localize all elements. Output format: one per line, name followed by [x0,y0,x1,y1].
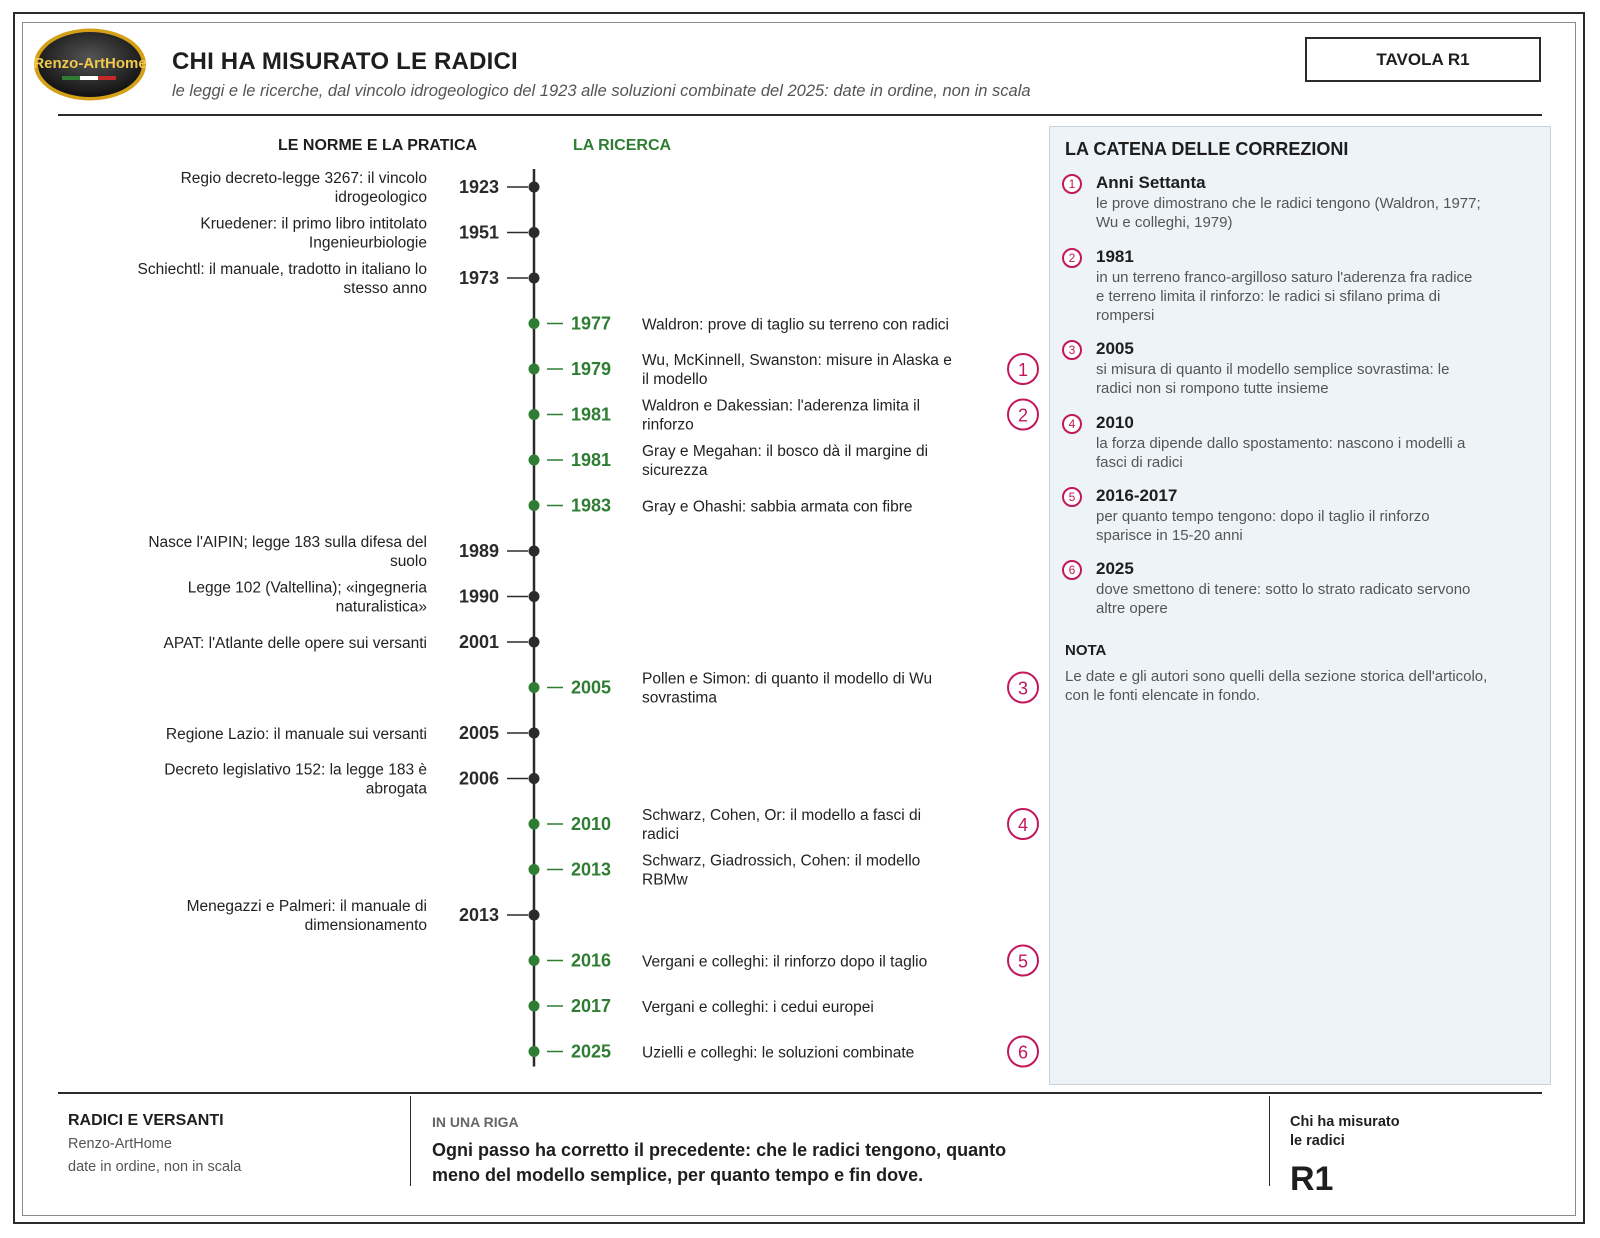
entry-text: Ingenieurbiologie [308,234,427,252]
footer-sheet-title [1290,1113,1430,1151]
nota-title: NOTA [1065,642,1107,659]
correction-text [1096,194,1546,232]
entry-text: il modello [642,371,708,388]
entry-year: 2013 [571,859,612,880]
footer-rule [58,1092,1542,1094]
correction-badge-number: 5 [1017,951,1029,972]
footer-divider [1269,1096,1270,1186]
entry-dot [529,409,540,420]
correction-heading: 2025 [1096,559,1134,578]
timeline-entry [200,216,539,252]
entry-text: idrogeologico [334,189,427,206]
footer-author: Renzo-ArtHome [68,1136,172,1152]
entry-text: sicurezza [642,462,708,479]
entry-text: Regio decreto-legge 3267: il vincolo [180,170,427,187]
entry-text: dimensionamento [304,917,427,934]
timeline-entry [529,1037,1039,1067]
entry-text: naturalistica» [335,598,427,616]
correction-number: 5 [1062,487,1082,507]
entry-dot [529,682,540,693]
timeline-entry [529,671,1039,707]
entry-year: 1977 [571,313,612,334]
correction-text-line: radici non si rompono tutte insieme [1096,380,1329,397]
timeline-entry [529,496,913,516]
correction-heading: 1981 [1096,247,1134,266]
correction-heading: 2010 [1096,413,1134,432]
entry-year: 1989 [458,541,499,561]
entry-text: Vergani e colleghi: il rinforzo dopo il taglio [642,953,928,971]
entry-text: Waldron e Dakessian: l'aderenza limita il [642,397,921,415]
correction-heading: 2005 [1096,339,1134,358]
entry-year: 2025 [571,1041,612,1062]
entry-text: Menegazzi e Palmeri: il manuale di [186,898,427,915]
footer-summary-text [432,1138,1072,1188]
entry-text: Legge 102 (Valtellina); «ingegneria [187,579,427,597]
correction-text [1096,434,1546,472]
entry-text: Vergani e colleghi: i cedui europei [642,999,874,1016]
entry-text: Schwarz, Cohen, Or: il modello a fasci di [642,807,922,824]
entry-year: 1973 [458,268,499,288]
timeline-entry [164,632,540,652]
entry-text: Gray e Ohashi: sabbia armata con fibre [642,498,913,516]
entry-text: APAT: l'Atlante delle opere sui versanti [163,635,427,652]
timeline-entry [187,898,540,934]
entry-dot [529,728,540,739]
correction-badge-number: 4 [1017,815,1029,835]
correction-text [1096,507,1546,545]
correction-text-line: le prove dimostrano che le radici tengono (Waldron, 1977; [1096,195,1481,212]
correction-text-line: altre opere [1096,600,1168,617]
timeline-entry [529,352,1039,388]
nota-text [1065,667,1545,705]
entry-year: 1981 [571,404,612,425]
timeline-entry [166,723,540,743]
entry-text: Regione Lazio: il manuale sui versanti [165,726,427,743]
timeline-entry [188,580,540,616]
correction-number: 2 [1062,248,1082,268]
timeline-entry [529,807,1039,843]
timeline-entry [181,170,540,206]
correction-badge-number: 6 [1017,1042,1029,1063]
entry-year: 1981 [571,450,612,470]
entry-dot [529,637,540,648]
entry-dot [529,1046,540,1057]
entry-dot [529,364,540,375]
entry-year: 2005 [571,677,612,698]
entry-dot [529,910,540,921]
entry-dot [529,227,540,238]
correction-text-line: si misura di quanto il modello semplice sovrastima: le [1096,361,1450,378]
nota-line: Le date e gli autori sono quelli della sezione storica dell'articolo, [1065,668,1488,685]
entry-text: Uzielli e colleghi: le soluzioni combinate [642,1044,915,1062]
entry-dot [529,546,540,557]
timeline-entry [529,946,1039,976]
entry-year: 1990 [458,586,499,607]
entry-year: 1951 [458,222,499,243]
footer-sheet-title-line: Chi ha misurato [1290,1114,1400,1130]
entry-dot [529,500,540,511]
entry-text: Kruedener: il primo libro intitolato [200,215,427,233]
correction-number: 1 [1062,174,1082,194]
timeline-entry [529,443,929,479]
correction-text-line: rompersi [1096,307,1155,324]
correction-text-line: Wu e colleghi, 1979) [1096,214,1233,231]
entry-text: Waldron: prove di taglio su terreno con radici [642,316,949,334]
tavola-label: TAVOLA R1 [1305,37,1541,82]
entry-text: abrogata [365,780,427,798]
correction-text-line: e terreno limita il rinforzo: le radici si sfilano prima di [1096,288,1441,305]
timeline-entry [529,314,950,334]
entry-year: 2001 [458,632,499,652]
footer-summary-line: meno del modello semplice, per quanto tempo e fin dove. [432,1165,924,1185]
entry-year: 2010 [571,814,612,834]
timeline-entry [148,534,539,570]
entry-text: radici [642,826,680,843]
entry-year: 2013 [458,905,499,925]
correction-number: 3 [1062,340,1082,360]
correction-text [1096,360,1546,398]
entry-text: Nasce l'AIPIN; legge 183 sulla difesa del [148,534,427,551]
entry-dot [529,864,540,875]
correction-heading: 2016-2017 [1096,486,1178,505]
entry-dot [529,318,540,329]
page-title: CHI HA MISURATO LE RADICI [172,48,518,75]
correction-text [1096,268,1546,325]
correction-heading: Anni Settanta [1096,173,1206,192]
corrections-title: LA CATENA DELLE CORREZIONI [1065,139,1349,159]
entry-year: 2005 [458,723,499,743]
timeline-entry [164,762,539,798]
column-heading-norme: LE NORME E LA PRATICA [278,137,478,154]
entry-text: Gray e Megahan: il bosco dà il margine di [642,443,929,460]
timeline-entry [138,261,540,297]
entry-year: 2006 [458,768,499,789]
entry-text: sovrastima [642,689,717,707]
entry-year: 1983 [571,495,612,516]
footer-series-title: RADICI E VERSANTI [68,1112,224,1129]
entry-dot [529,182,540,193]
footer-sheet-title-line: le radici [1290,1133,1345,1149]
correction-number: 4 [1062,414,1082,434]
column-heading-ricerca: LA RICERCA [573,137,672,154]
nota-line: con le fonti elencate in fondo. [1065,687,1261,704]
entry-text: suolo [389,553,427,570]
entry-dot [529,1001,540,1012]
entry-dot [529,773,540,784]
entry-text: Pollen e Simon: di quanto il modello di Wu [642,670,933,688]
entry-text: RBMw [642,871,688,889]
entry-text: Decreto legislativo 152: la legge 183 è [164,761,427,779]
footer-sheet-code: R1 [1290,1160,1334,1198]
correction-text-line: dove smettono di tenere: sotto lo strato radicato servono [1096,581,1471,598]
footer-divider [410,1096,411,1186]
entry-text: stesso anno [343,280,427,297]
timeline-entry [529,398,1039,434]
entry-text: Schwarz, Giadrossich, Cohen: il modello [642,852,921,870]
correction-number: 6 [1062,560,1082,580]
entry-text: Schiechtl: il manuale, tradotto in italiano lo [137,261,427,278]
entry-year: 2017 [571,996,612,1016]
correction-text-line: per quanto tempo tengono: dopo il taglio il rinforzo [1096,508,1430,525]
correction-text-line: la forza dipende dallo spostamento: nascono i modelli a [1096,435,1466,452]
entry-year: 1979 [571,359,612,379]
entry-dot [529,819,540,830]
entry-text: rinforzo [642,416,694,434]
entry-text: Wu, McKinnell, Swanston: misure in Alaska e [642,352,952,369]
correction-badge-number: 3 [1017,678,1029,699]
correction-text-line: in un terreno franco-argilloso saturo l'aderenza fra radice [1096,269,1473,286]
page-subtitle: le leggi e le ricerche, dal vincolo idrogeologico del 1923 alle soluzioni combinate del 2025: date in ordine, non in scala [172,82,1031,100]
correction-text-line: fasci di radici [1096,454,1183,471]
footer-summary-line: Ogni passo ha corretto il precedente: che le radici tengono, quanto [432,1140,1007,1160]
entry-year: 2016 [571,950,612,971]
correction-badge-number: 1 [1017,360,1029,380]
correction-text-line: sparisce in 15-20 anni [1096,527,1243,544]
logo-text: Renzo-ArtHome [33,55,147,72]
correction-text [1096,580,1546,618]
correction-badge-number: 2 [1017,405,1029,426]
footer-note: date in ordine, non in scala [68,1159,242,1175]
timeline-entry [529,853,921,889]
timeline-entry [529,996,874,1016]
entry-dot [529,273,540,284]
entry-year: 1923 [458,177,499,197]
footer-summary-title: IN UNA RIGA [432,1114,519,1130]
entry-dot [529,455,540,466]
entry-dot [529,955,540,966]
entry-dot [529,591,540,602]
